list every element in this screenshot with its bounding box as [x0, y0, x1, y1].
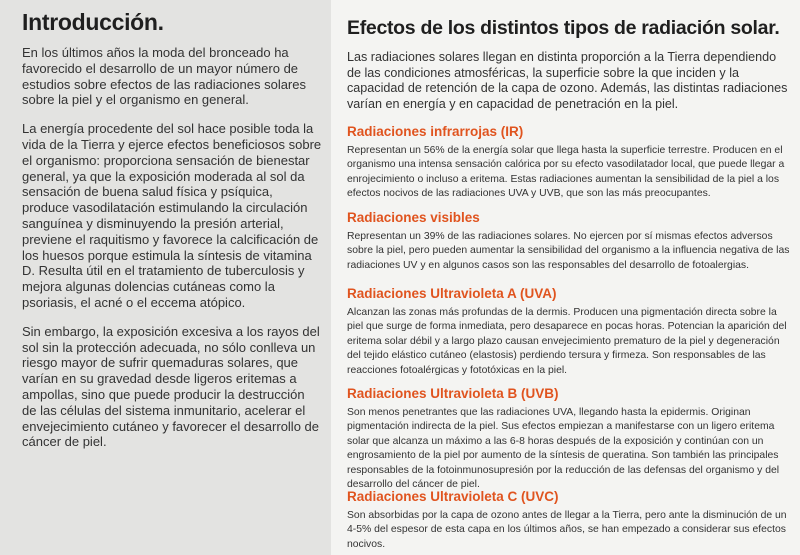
section-uva [347, 286, 795, 378]
effects-title: Efectos de los distintos tipos de radiación solar. [347, 17, 780, 39]
section-heading: Radiaciones Ultravioleta A (UVA) [347, 286, 557, 301]
intro-paragraph: La energía procedente del sol hace posible toda la vida de la Tierra y ejerce efectos beneficiosos sobre el organismo: proporciona sensación de bienestar general, ya que la exposición moderada al sol da sensación de buena salud física y psíquica, produce vasodilatación estimulando la circulación sanguínea y disminuyendo la presión arterial, previene el raquitismo y favorece la calcificación de los huesos porque estimula la síntesis de vitamina D. Resulta útil en el tratamiento de tuberculosis y mejora algunas dolencias cutáneas como la psoriasis, el acné o el eccema atópico. [22, 121, 322, 310]
intro-paragraphs [22, 45, 322, 463]
section-text: Son absorbidas por la capa de ozono antes de llegar a la Tierra, pero ante la disminución de un 4-5% del espesor de esta capa en los últimos años, se han empezado a considerar sus efectos nocivos. [347, 510, 787, 550]
section-heading: Radiaciones infrarrojas (IR) [347, 124, 524, 139]
intro-paragraph: En los últimos años la moda del bronceado ha favorecido el desarrollo de un mayor número de estudios sobre efectos de las radiaciones solares sobre la piel y el organismo en general. [22, 45, 306, 108]
section-visible [347, 210, 795, 273]
section-text: Representan un 39% de las radiaciones solares. No ejercen por sí mismas efectos adversos sobre la piel, pero pueden aumentar la sensibilidad del organismo a la influencia negativa de las radiaciones UV y en algunos casos son las responsables del desarrollo de fotoalergias. [347, 231, 790, 271]
section-uvc [347, 489, 795, 552]
effects-column [331, 0, 800, 555]
section-uvb [347, 386, 795, 492]
section-heading: Radiaciones Ultravioleta B (UVB) [347, 386, 559, 401]
effects-intro: Las radiaciones solares llegan en distinta proporción a la Tierra dependiendo de las condiciones atmosféricas, la superficie sobre la que inciden y la capacidad de retención de la capa de ozono. Además, las distintas radiaciones varían en energía y en capacidad de penetración en la piel. [347, 50, 788, 111]
section-ir [347, 124, 795, 202]
section-text: Son menos penetrantes que las radiaciones UVA, llegando hasta la epidermis. Originan pigmentación indirecta de la piel. Sus efectos empiezan a manifestarse con un ligero eritema solar que alcanza un máximo a las 6-8 horas después de la exposición y continúan con un engrosamiento de la piel por aumento de la síntesis de queratina. Son también las principales responsables de la fotoinmunosupresión por la reducción de las defensas del organismo y del desarrollo del cáncer de piel. [347, 407, 780, 491]
intro-paragraph: Sin embargo, la exposición excesiva a los rayos del sol sin la protección adecuada, no sólo conlleva un riesgo mayor de sufrir quemaduras solares, que varían en su gravedad desde ligeros eritemas a ampollas, sino que puede producir la destrucción de las células del sistema inmunitario, acelerar el envejecimiento cutáneo y favorecer el desarrollo de cáncer de piel. [22, 323, 320, 450]
section-text: Representan un 56% de la energía solar que llega hasta la superficie terrestre. Producen en el organismo una intensa sensación calórica por su efecto vasodilatador local, que puede llegar a enrojecimiento o incluso a eritema. Estas radiaciones aumentan la sensibilidad de la piel a los efectos nocivos de las radiaciones UVA y UVB, que son las más preocupantes. [347, 145, 785, 200]
intro-column [0, 0, 331, 555]
section-text: Alcanzan las zonas más profundas de la dermis. Producen una pigmentación directa sobre la piel que surge de forma inmediata, pero desaparece en pocas horas. Potencian la aparición del eritema solar débil y a largo plazo causan envejecimiento prematuro de la piel y degeneración del tejido elástico cutáneo (elastosis) perdiendo tersura y firmeza. Son responsables de las reacciones fotoalérgicas y fototóxicas en la piel. [347, 307, 787, 376]
intro-title: Introducción. [22, 9, 164, 35]
section-heading: Radiaciones Ultravioleta C (UVC) [347, 489, 559, 504]
section-heading: Radiaciones visibles [347, 210, 480, 225]
